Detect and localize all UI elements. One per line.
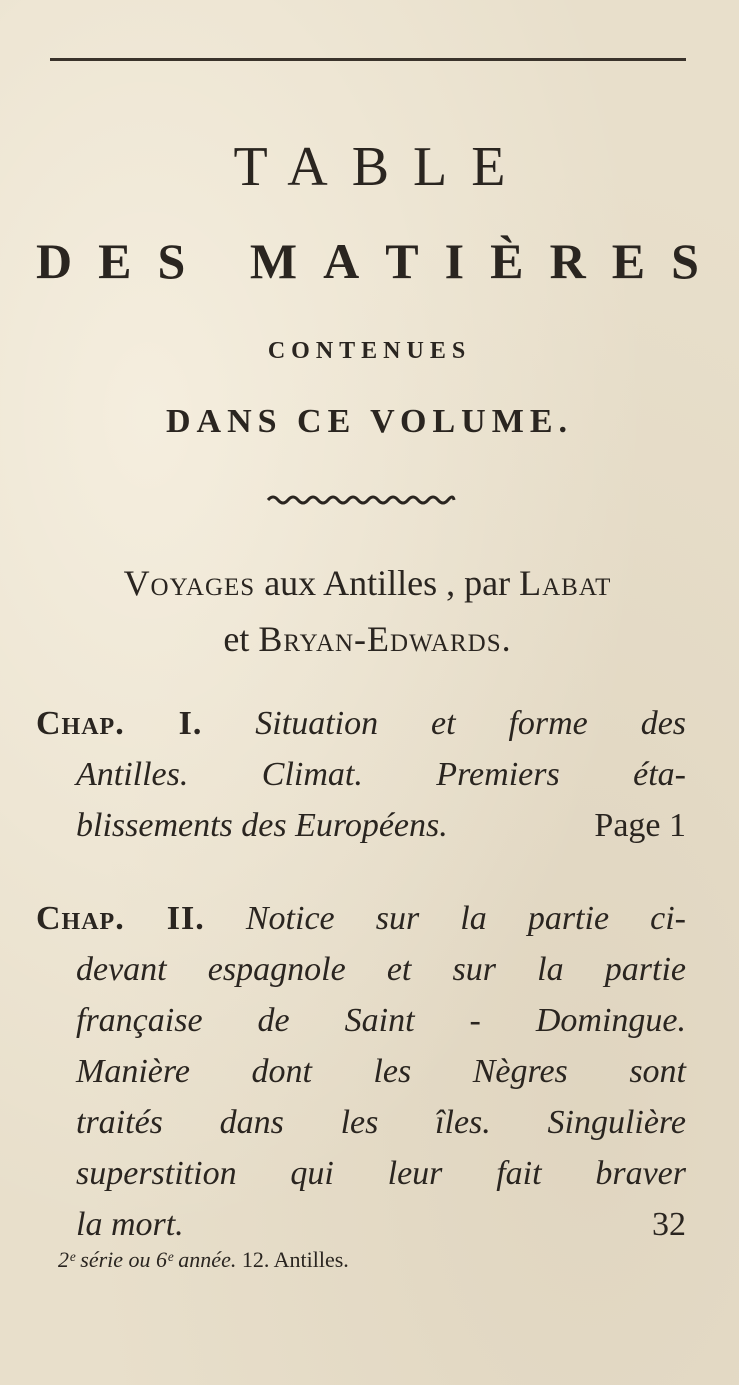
sheet-title: 12. Antilles. xyxy=(241,1247,349,1272)
chapter-line: superstition qui leur fait braver xyxy=(76,1155,686,1192)
title-des-matieres xyxy=(36,232,699,290)
signature-mark: 2ᵉ série ou 6ᵉ année. xyxy=(58,1247,237,1272)
voyages-mid: aux Antilles , par xyxy=(255,563,520,603)
title-letter: E xyxy=(98,233,132,289)
author-labat: Labat xyxy=(519,563,612,603)
chapter-line: Antilles. Climat. Premiers éta- xyxy=(76,756,686,793)
wavy-ornament xyxy=(266,492,456,508)
title-letter: E xyxy=(611,233,646,289)
title-contenues: CONTENUES xyxy=(267,338,472,364)
title-dans-ce-volume: DANS CE VOLUME. xyxy=(165,403,573,440)
title-letter: D xyxy=(36,233,73,289)
chapter-line: blissements des Européens. xyxy=(76,807,448,844)
et-word: et xyxy=(223,619,259,659)
chapter-line: devant espagnole et sur la partie xyxy=(76,951,686,988)
chapter-line: traités dans les îles. Singulière xyxy=(76,1104,686,1141)
chapter-page: Page 1 xyxy=(594,807,686,844)
title-gap xyxy=(211,232,224,290)
section-heading xyxy=(36,555,699,667)
chapter-line: la mort. xyxy=(76,1206,184,1243)
chapter-line: Notice sur la partie ci- xyxy=(245,900,686,937)
chapter-label: Chap. II. xyxy=(36,900,205,937)
title-letter: I xyxy=(444,233,465,289)
top-rule xyxy=(50,58,686,61)
chapter-entry xyxy=(36,893,686,1250)
chapter-entry xyxy=(36,698,686,851)
chapter-page: 32 xyxy=(652,1206,686,1243)
title-letter: A xyxy=(323,233,360,289)
title-letter: S xyxy=(157,233,186,289)
title-letter: M xyxy=(249,233,298,289)
author-bryan-edwards: Bryan-Edwards. xyxy=(258,619,512,659)
chapter-label: Chap. I. xyxy=(36,705,203,742)
title-letter: È xyxy=(490,233,524,289)
signature-line xyxy=(58,1247,349,1273)
chapter-line: Manière dont les Nègres sont xyxy=(76,1053,686,1090)
voyages-word: Voyages xyxy=(123,563,256,603)
title-letter: T xyxy=(385,233,419,289)
title-table: TABLE xyxy=(233,136,530,198)
title-letter: R xyxy=(549,233,586,289)
chapter-line: Situation et forme des xyxy=(255,705,687,742)
title-letter: S xyxy=(671,233,699,289)
chapter-line: française de Saint - Domingue. xyxy=(76,1002,686,1039)
